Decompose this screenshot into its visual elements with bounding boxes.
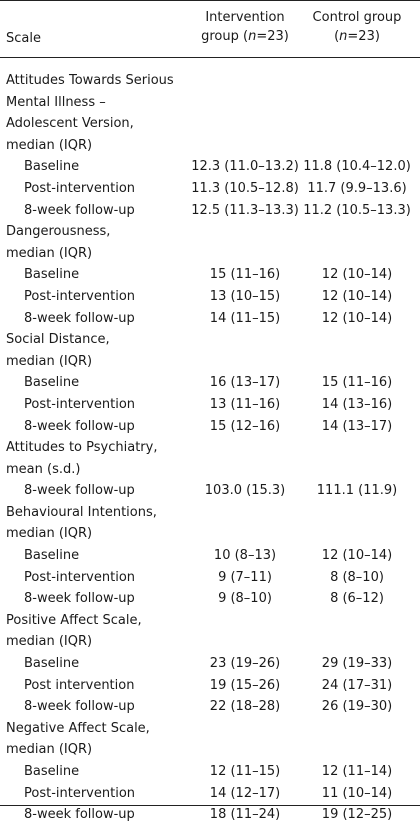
control-value: 29 (19–33): [321, 656, 393, 672]
row-label: Baseline: [24, 548, 80, 564]
table-row: [0, 156, 420, 178]
header-intervention-line1: Intervention: [205, 10, 285, 25]
intervention-value: 11.3 (10.5–12.8): [191, 180, 299, 196]
control-value: 8 (8–10): [330, 569, 384, 585]
section-title-line: median (IQR): [6, 353, 93, 369]
intervention-value: 14 (12–17): [209, 785, 281, 801]
table-bottom-rule: [0, 805, 420, 806]
intervention-value: 19 (15–26): [209, 677, 281, 693]
intervention-value: 14 (11–15): [209, 310, 281, 326]
header-intervention: [180, 8, 310, 46]
table-row: [0, 200, 420, 222]
control-value: 11.7 (9.9–13.6): [307, 180, 407, 196]
control-value: 111.1 (11.9): [316, 483, 398, 499]
intervention-value: 12 (11–15): [209, 764, 281, 779]
row-label: Baseline: [24, 656, 80, 672]
control-value: 11.2 (10.5–13.3): [303, 202, 411, 218]
row-label: 8-week follow-up: [24, 418, 135, 434]
intervention-value: 12.3 (11.0–13.2): [191, 159, 299, 175]
row-label: 8-week follow-up: [24, 483, 135, 499]
header-control-line2: (n=23): [334, 29, 380, 44]
section-title-line: Behavioural Intentions,: [6, 504, 157, 520]
control-value: 15 (11–16): [321, 375, 393, 391]
control-value: 12 (10–14): [321, 548, 393, 564]
table-row: [0, 416, 420, 438]
section-title-line: median (IQR): [6, 137, 93, 153]
table-row: [0, 675, 420, 697]
control-value: 24 (17–31): [321, 677, 393, 693]
section-title-line: Social Distance,: [6, 332, 110, 348]
intervention-value: 18 (11–24): [209, 807, 281, 823]
row-label: 8-week follow-up: [24, 591, 135, 607]
row-label: 8-week follow-up: [24, 807, 135, 823]
intervention-value: 9 (8–10): [218, 591, 272, 607]
table-row: [0, 588, 420, 610]
control-value: 14 (13–17): [321, 418, 393, 434]
section-title-line: median (IQR): [6, 742, 93, 758]
control-value: 11 (10–14): [321, 785, 393, 801]
section-title-line: Mental Illness –: [6, 94, 106, 110]
table-body: [0, 70, 420, 826]
intervention-value: 9 (7–11): [218, 569, 272, 585]
header-rule: [0, 57, 420, 58]
control-value: 12 (11–14): [321, 764, 393, 779]
row-label: Post-intervention: [24, 396, 136, 412]
row-label: Baseline: [24, 159, 80, 175]
control-value: 12 (10–14): [321, 310, 393, 326]
intervention-value: 16 (13–17): [209, 375, 281, 391]
row-label: Post-intervention: [24, 180, 136, 196]
control-value: 8 (6–12): [330, 591, 384, 607]
intervention-value: 23 (19–26): [209, 656, 281, 672]
table-row: [0, 545, 420, 567]
table-row: [0, 480, 420, 502]
section-title-line: median (IQR): [6, 634, 93, 650]
row-label: Baseline: [24, 267, 80, 283]
row-label: Post intervention: [24, 677, 135, 693]
table-row: [0, 696, 420, 718]
intervention-value: 15 (12–16): [209, 418, 281, 434]
section-title-line: Attitudes Towards Serious: [6, 73, 174, 88]
intervention-value: 10 (8–13): [213, 548, 277, 564]
table-row: [0, 783, 420, 805]
control-value: 12 (10–14): [321, 288, 393, 304]
header-intervention-line2: group (n=23): [201, 29, 289, 44]
section-title-line: median (IQR): [6, 245, 93, 261]
section-title-line: Positive Affect Scale,: [6, 612, 142, 628]
section-title-line: Adolescent Version,: [6, 116, 134, 132]
intervention-value: 103.0 (15.3): [204, 483, 286, 499]
intervention-value: 12.5 (11.3–13.3): [191, 202, 299, 218]
table-row: [0, 264, 420, 286]
row-label: Baseline: [24, 375, 80, 391]
section-title-line: Negative Affect Scale,: [6, 720, 150, 736]
table-row: [0, 286, 420, 308]
control-value: 26 (19–30): [321, 699, 393, 715]
intervention-value: 15 (11–16): [209, 267, 281, 283]
intervention-value: 13 (11–16): [209, 396, 281, 412]
table-row: [0, 394, 420, 416]
table-top-rule: [0, 0, 420, 1]
control-value: 19 (12–25): [321, 807, 393, 823]
table-row: [0, 372, 420, 394]
table-row: [0, 567, 420, 589]
control-value: 14 (13–16): [321, 396, 393, 412]
section-title-line: Attitudes to Psychiatry,: [6, 440, 158, 456]
control-value: 11.8 (10.4–12.0): [303, 159, 411, 175]
table-row: [0, 653, 420, 675]
header-scale: Scale: [6, 31, 41, 46]
row-label: Post-intervention: [24, 288, 136, 304]
row-label: Post-intervention: [24, 569, 136, 585]
intervention-value: 22 (18–28): [209, 699, 281, 715]
section-title-line: median (IQR): [6, 526, 93, 542]
row-label: 8-week follow-up: [24, 202, 135, 218]
table-row: [0, 804, 420, 826]
control-value: 12 (10–14): [321, 267, 393, 283]
section-title-line: Dangerousness,: [6, 224, 111, 240]
row-label: 8-week follow-up: [24, 699, 135, 715]
row-label: 8-week follow-up: [24, 310, 135, 326]
row-label: Baseline: [24, 764, 80, 779]
intervention-value: 13 (10–15): [209, 288, 281, 304]
table-row: [0, 178, 420, 200]
header-control: [292, 8, 420, 46]
header-control-line1: Control group: [312, 10, 402, 25]
table-row: [0, 308, 420, 330]
section-title-line: mean (s.d.): [6, 461, 81, 477]
table-row: [0, 761, 420, 783]
row-label: Post-intervention: [24, 785, 136, 801]
